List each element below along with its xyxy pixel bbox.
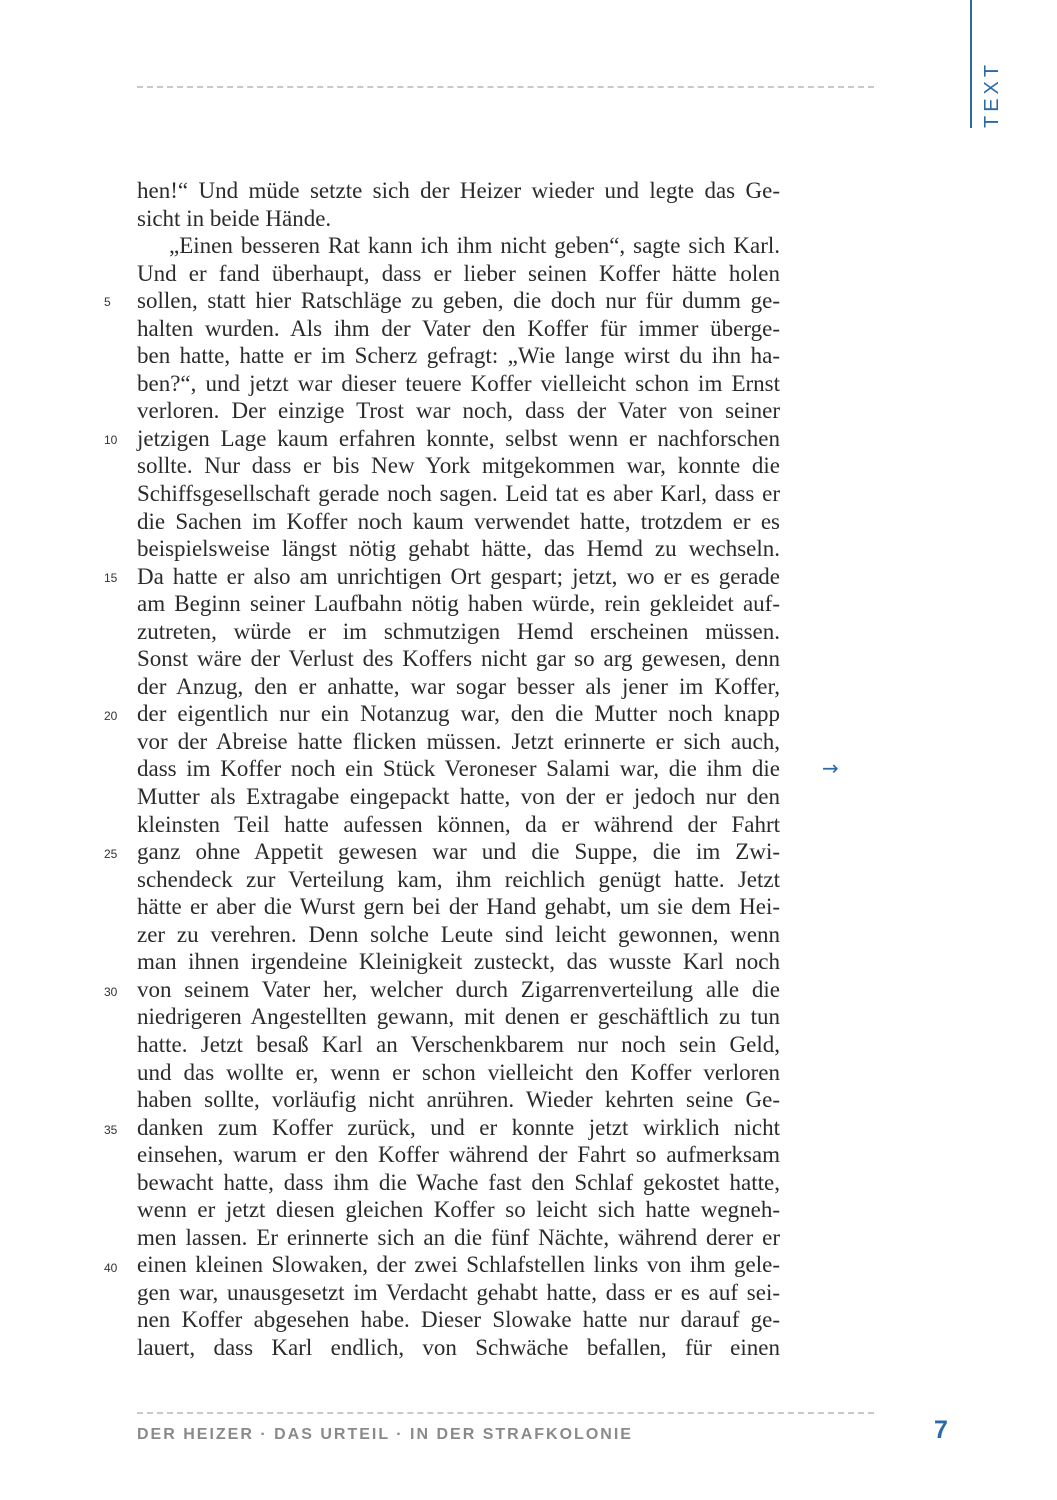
header-divider	[137, 86, 874, 88]
text-line: danken zum Koffer zurück, und er konnte jetzt wirklich nicht	[137, 1114, 780, 1140]
section-label: TEXT	[981, 60, 1003, 128]
text-line: einsehen, warum er den Koffer während der Fahrt so aufmerksam	[137, 1142, 780, 1168]
text-line: sicht in beide Hände.	[137, 205, 332, 231]
text-line: bewacht hatte, dass ihm die Wache fast den Schlaf gekostet hatte,	[137, 1169, 780, 1195]
line-number: 25	[104, 847, 118, 861]
text-line: haben sollte, vorläufig nicht anrühren. Wieder kehrten seine Ge-	[137, 1087, 780, 1113]
page-number: 7	[934, 1416, 948, 1444]
text-line: gen war, unausgesetzt im Verdacht gehabt hatte, dass er es auf sei-	[137, 1279, 780, 1305]
text-line: sollte. Nur dass er bis New York mitgekommen war, konnte die	[137, 453, 780, 479]
line-number: 5	[104, 295, 111, 309]
text-line: der eigentlich nur ein Notanzug war, den die Mutter noch knapp	[137, 701, 780, 727]
line-number: 30	[104, 985, 118, 999]
line-number: 40	[104, 1261, 118, 1275]
text-line: Mutter als Extragabe eingepackt hatte, von der er jedoch nur den	[137, 784, 780, 810]
text-line: von seinem Vater her, welcher durch Zigarrenverteilung alle die	[137, 976, 780, 1002]
line-number: 15	[104, 571, 118, 585]
footer-divider	[137, 1412, 874, 1414]
text-line: vor der Abreise hatte flicken müssen. Jetzt erinnerte er sich auch,	[137, 728, 780, 754]
body-text	[137, 177, 780, 1362]
text-line: men lassen. Er erinnerte sich an die fünf Nächte, während derer er	[137, 1224, 780, 1250]
text-line: ben?“, und jetzt war dieser teuere Koffer vielleicht schon im Ernst	[137, 370, 780, 396]
continuation-arrow-icon: →	[822, 756, 839, 780]
text-line: die Sachen im Koffer noch kaum verwendet hatte, trotzdem er es	[137, 508, 780, 534]
text-line: hatte. Jetzt besaß Karl an Verschenkbarem nur noch sein Geld,	[137, 1031, 780, 1057]
text-line: jetzigen Lage kaum erfahren konnte, selbst wenn er nachforschen	[137, 425, 780, 451]
text-line: am Beginn seiner Laufbahn nötig haben würde, rein gekleidet auf-	[137, 591, 780, 617]
text-line: und das wollte er, wenn er schon vielleicht den Koffer verloren	[137, 1059, 780, 1085]
text-line: Sonst wäre der Verlust des Koffers nicht gar so arg gewesen, denn	[137, 646, 780, 672]
text-line: einen kleinen Slowaken, der zwei Schlafstellen links von ihm gele-	[137, 1252, 780, 1278]
text-line: ganz ohne Appetit gewesen war und die Suppe, die im Zwi-	[137, 839, 780, 865]
text-line: beispielsweise längst nötig gehabt hätte, das Hemd zu wechseln.	[137, 536, 780, 562]
text-line: kleinsten Teil hatte aufessen können, da er während der Fahrt	[137, 811, 780, 837]
footer-book-title: DER HEIZER · DAS URTEIL · IN DER STRAFKOLONIE	[137, 1426, 633, 1443]
text-line: nen Koffer abgesehen habe. Dieser Slowake hatte nur darauf ge-	[137, 1307, 780, 1333]
text-line: dass im Koffer noch ein Stück Veroneser Salami war, die ihm die	[137, 756, 780, 782]
text-line: „Einen besseren Rat kann ich ihm nicht geben“, sagte sich Karl.	[169, 233, 780, 259]
text-line: niedrigeren Angestellten gewann, mit denen er geschäftlich zu tun	[137, 1004, 780, 1030]
text-line: sollen, statt hier Ratschläge zu geben, die doch nur für dumm ge-	[137, 288, 780, 314]
line-number: 35	[104, 1123, 118, 1137]
line-number: 10	[104, 433, 118, 447]
text-line: Schiffsgesellschaft gerade noch sagen. Leid tat es aber Karl, dass er	[137, 481, 780, 507]
text-line: hätte er aber die Wurst gern bei der Hand gehabt, um sie dem Hei-	[137, 894, 780, 920]
text-line: ben hatte, hatte er im Scherz gefragt: „Wie lange wirst du ihn ha-	[137, 343, 780, 369]
text-line: hen!“ Und müde setzte sich der Heizer wieder und legte das Ge-	[137, 178, 780, 203]
text-line: lauert, dass Karl endlich, von Schwäche befallen, für einen	[137, 1334, 780, 1360]
text-line: halten wurden. Als ihm der Vater den Koffer für immer überge-	[137, 315, 780, 341]
text-line: schendeck zur Verteilung kam, ihm reichlich genügt hatte. Jetzt	[137, 866, 780, 892]
text-line: man ihnen irgendeine Kleinigkeit zusteckt, das wusste Karl noch	[137, 949, 780, 975]
text-line: wenn er jetzt diesen gleichen Koffer so leicht sich hatte wegneh-	[137, 1197, 780, 1223]
text-line: verloren. Der einzige Trost war noch, dass der Vater von seiner	[137, 398, 780, 424]
text-line: Und er fand überhaupt, dass er lieber seinen Koffer hätte holen	[137, 260, 780, 286]
text-line: der Anzug, den er anhatte, war sogar besser als jener im Koffer,	[137, 673, 780, 699]
text-line: zer zu verehren. Denn solche Leute sind leicht gewonnen, wenn	[137, 921, 780, 947]
text-line: Da hatte er also am unrichtigen Ort gespart; jetzt, wo er es gerade	[137, 563, 780, 589]
line-number: 20	[104, 709, 118, 723]
text-line: zutreten, würde er im schmutzigen Hemd erscheinen müssen.	[137, 618, 780, 644]
section-marker-line	[970, 0, 972, 128]
